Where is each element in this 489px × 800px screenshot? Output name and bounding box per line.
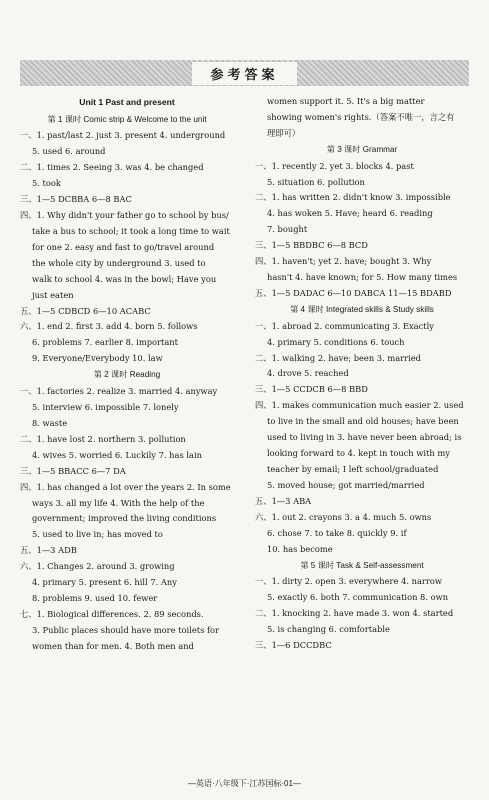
answer-line: 5. interview 6. impossible 7. lonely bbox=[32, 401, 179, 412]
answer-line: 4. primary 5. present 6. hill 7. Any bbox=[32, 577, 177, 588]
answer-line: 一、1. dirty 2. open 3. everywhere 4. narrow bbox=[255, 576, 442, 587]
answer-line: 4. wives 5. worried 6. Luckily 7. has lain bbox=[32, 449, 202, 460]
answer-line: 五、1—5 DADAC 6—10 DABCA 11—15 BDABD bbox=[255, 287, 452, 298]
answer-line: 五、1—3 ADB bbox=[20, 545, 77, 556]
answer-line: 5. took bbox=[32, 178, 61, 189]
answer-line: 5. used 6. around bbox=[32, 146, 106, 157]
answer-line: 10. has become bbox=[267, 543, 333, 554]
answer-line: 三、1—5 CCDCB 6—8 BBD bbox=[255, 384, 368, 395]
answer-line: 二、1. has written 2. didn't know 3. impossible bbox=[255, 192, 451, 203]
answer-line: 9. Everyone/Everybody 10. law bbox=[32, 353, 163, 364]
answer-line: 一、1. recently 2. yet 3. blocks 4. past bbox=[255, 160, 414, 171]
answer-line: 二、1. walking 2. have; been 3. married bbox=[255, 352, 421, 363]
answer-line: women support it. 5. It's a big matter bbox=[267, 96, 425, 106]
answer-line: 四、1. has changed a lot over the years 2. In some bbox=[20, 481, 231, 492]
answer-line: take a bus to school; it took a long time to wait bbox=[32, 225, 230, 236]
answer-line: 四、1. haven't; yet 2. have; bought 3. Why bbox=[255, 256, 432, 267]
answer-line: 理即可） bbox=[267, 127, 301, 138]
answer-line: 三、1—5 DCBBA 6—8 BAC bbox=[20, 194, 132, 205]
lesson-heading: 第 2 课时 Reading bbox=[93, 370, 161, 380]
answer-line: 6. problems 7. earlier 8. important bbox=[32, 337, 178, 348]
lesson-heading: 第 5 课时 Task & Self-assessment bbox=[300, 560, 424, 570]
answer-line: 7. bought bbox=[267, 224, 308, 235]
answer-line: showing women's rights.（答案不唯一，言之有 bbox=[267, 111, 455, 122]
answer-line: 二、1. have lost 2. northern 3. pollution bbox=[20, 433, 186, 444]
answer-line: 5. moved house; got married/married bbox=[267, 479, 425, 490]
answer-key-header bbox=[20, 60, 469, 86]
lesson-heading: 第 4 课时 Integrated skills & Study skills bbox=[290, 304, 434, 314]
answer-line: 8. problems 9. used 10. fewer bbox=[32, 593, 158, 604]
answer-line: ways 3. all my life 4. With the help of the bbox=[32, 497, 205, 508]
answer-line: 8. waste bbox=[32, 417, 68, 428]
answer-line: 4. primary 5. conditions 6. touch bbox=[267, 336, 405, 347]
answer-line: teacher by email; I left school/graduated bbox=[267, 463, 439, 474]
answer-line: 四、1. makes communication much easier 2. used bbox=[255, 400, 464, 411]
answer-line: 5. is changing 6. comfortable bbox=[267, 624, 390, 635]
answer-line: women than for men. 4. Both men and bbox=[32, 640, 194, 651]
answer-line: walk to school 4. was in the bowl; Have you bbox=[32, 273, 217, 284]
answer-line: 三、1—6 DCCDBC bbox=[255, 640, 332, 651]
answer-key-title: 参考答案 bbox=[192, 62, 296, 85]
answer-line: 六、1. end 2. first 3. add 4. born 5. follows bbox=[20, 321, 198, 332]
answer-line: looking forward to 4. kept in touch with my bbox=[267, 448, 450, 459]
answer-line: 3. Public places should have more toilets for bbox=[32, 624, 219, 635]
unit-heading: Unit 1 Past and present bbox=[79, 97, 175, 107]
answer-line: 5. exactly 6. both 7. communication 8. own bbox=[267, 592, 449, 603]
left-column bbox=[20, 94, 234, 655]
answer-line: 五、1—5 CDBCD 6—10 ACABC bbox=[20, 305, 151, 316]
answer-line: 一、1. factories 2. realize 3. married 4. anyway bbox=[20, 386, 218, 397]
answer-line: 4. has woken 5. Have; heard 6. reading bbox=[267, 208, 433, 219]
answer-line: 七、1. Biological differences. 2. 89 seconds. bbox=[20, 608, 204, 619]
answer-line: 五、1—3 ABA bbox=[255, 495, 312, 506]
answer-line: 一、1. abroad 2. communicating 3. Exactly bbox=[255, 320, 434, 331]
answer-line: to live in the small and old houses; have been bbox=[267, 416, 459, 427]
answer-line: 二、1. times 2. Seeing 3. was 4. be changed bbox=[20, 162, 204, 173]
answer-line: 一、1. past/last 2. just 3. present 4. underground bbox=[20, 130, 226, 141]
answer-line: used to living in 3. have never been abroad; is bbox=[267, 432, 462, 443]
answer-line: government; improved the living conditions bbox=[32, 513, 217, 524]
answer-line: 六、1. Changes 2. around 3. growing bbox=[20, 561, 175, 572]
answer-line: 5. situation 6. pollution bbox=[267, 176, 365, 187]
answer-line: 4. drove 5. reached bbox=[267, 368, 349, 379]
answer-line: just eaten bbox=[32, 289, 74, 300]
answer-line: 二、1. knocking 2. have made 3. won 4. started bbox=[255, 608, 454, 619]
lesson-heading: 第 3 课时 Grammar bbox=[326, 144, 398, 154]
answer-line: hasn't 4. have known; for 5. How many times bbox=[267, 272, 458, 283]
page-footer: —英语·八年级下·江苏国标·01— bbox=[188, 779, 301, 788]
lesson-heading: 第 1 课时 Comic strip & Welcome to the unit bbox=[47, 114, 207, 124]
answer-line: 三、1—5 BBDBC 6—8 BCD bbox=[255, 240, 368, 251]
answer-line: for one 2. easy and fast to go/travel around bbox=[32, 241, 215, 252]
answer-line: 三、1—5 BBACC 6—7 DA bbox=[20, 465, 126, 476]
answer-line: the whole city by underground 3. used to bbox=[32, 257, 206, 268]
answer-line: 六、1. out 2. crayons 3. a 4. much 5. owns bbox=[255, 511, 432, 522]
right-column bbox=[255, 94, 469, 654]
answer-line: 6. chose 7. to take 8. quickly 9. if bbox=[267, 527, 407, 538]
answer-line: 5. used to live in; has moved to bbox=[32, 529, 163, 540]
answer-line: 四、1. Why didn't your father go to school by bus/ bbox=[20, 210, 229, 221]
